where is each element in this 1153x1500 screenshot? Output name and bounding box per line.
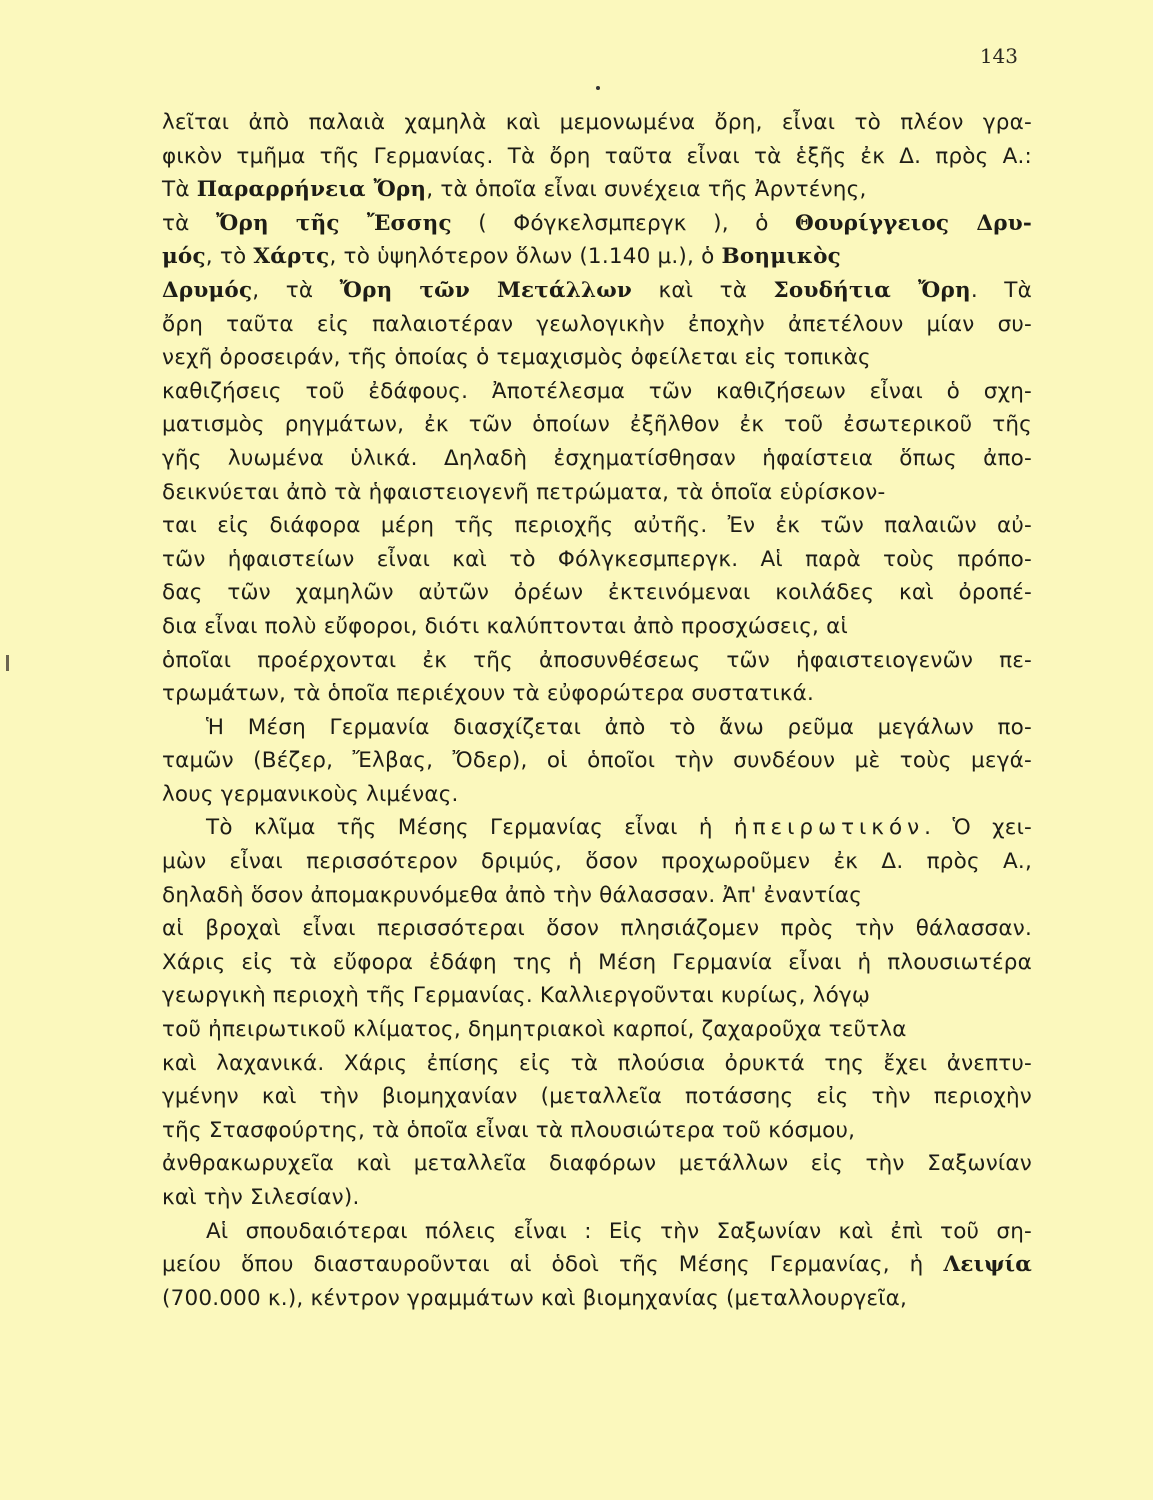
text-segment: νεχῆ ὀροσειράν, τῆς ὁποίας ὁ τεμαχισμὸς ὀφείλεται εἰς τοπικὰς xyxy=(162,345,871,371)
text-segment: ματισμὸς ρηγμάτων, ἐκ τῶν ὁποίων ἐξῆλθον ἐκ τοῦ ἐσωτερικοῦ τῆς xyxy=(162,412,1032,438)
text-line xyxy=(162,879,1032,913)
text-segment: αἱ βροχαὶ εἶναι περισσότεραι ὅσον πλησιάζομεν πρὸς τὴν θάλασσαν. xyxy=(162,916,1032,942)
text-segment: λους γερμανικοὺς λιμένας. xyxy=(162,781,459,807)
text-segment: τοῦ ἠπειρωτικοῦ κλίματος, δημητριακοὶ καρποί, ζαχαροῦχα τεῦτλα xyxy=(162,1017,907,1043)
text-segment: μείου ὅπου διασταυροῦνται αἱ ὁδοὶ τῆς Μέσης Γερμανίας, ἡ xyxy=(162,1252,944,1278)
text-line xyxy=(162,543,1032,577)
text-segment: Χάρις εἰς τὰ εὔφορα ἐδάφη της ἡ Μέση Γερμανία εἶναι ἡ πλουσιωτέρα xyxy=(162,949,1032,975)
text-segment: . Ὁ χει- xyxy=(924,815,1033,841)
bold-term: Χάρτς xyxy=(253,244,330,270)
text-segment: ( Φόγκελσμπεργκ ), ὁ xyxy=(451,210,796,236)
text-segment: δας τῶν χαμηλῶν αὐτῶν ὀρέων ἐκτεινόμεναι κοιλάδες καὶ ὀροπέ- xyxy=(162,580,1032,606)
ink-dot xyxy=(596,86,600,90)
text-segment: ὁποῖαι προέρχονται ἐκ τῆς ἀποσυνθέσεως τῶν ἡφαιστειογενῶν πε- xyxy=(162,647,1032,673)
text-line xyxy=(162,610,1032,644)
text-line xyxy=(162,811,1032,845)
body-text xyxy=(162,106,1032,1315)
bold-term: Παραρρήνεια Ὄρη xyxy=(196,177,427,203)
text-line xyxy=(162,1114,1032,1148)
text-segment: τῶν ἡφαιστείων εἶναι καὶ τὸ Φόλγκεσμπεργκ. Αἱ παρὰ τοὺς πρόπο- xyxy=(162,546,1032,572)
text-line xyxy=(162,207,1032,241)
text-line xyxy=(162,1248,1032,1282)
text-line xyxy=(162,106,1032,140)
text-segment: Ἡ Μέση Γερμανία διασχίζεται ἀπὸ τὸ ἄνω ρεῦμα μεγάλων πο- xyxy=(206,714,1032,740)
text-segment: φικὸν τμῆμα τῆς Γερμανίας. Τὰ ὄρη ταῦτα εἶναι τὰ ἑξῆς ἐκ Δ. πρὸς Α.: xyxy=(162,143,1032,169)
margin-mark xyxy=(6,655,9,671)
bold-term: μός xyxy=(162,244,206,270)
text-segment: δια εἶναι πολὺ εὔφοροι, διότι καλύπτονται ἀπὸ προσχώσεις, αἱ xyxy=(162,613,848,639)
text-line xyxy=(162,509,1032,543)
spaced-term: ἠπειρωτικόν xyxy=(733,815,925,841)
text-segment: λεῖται ἀπὸ παλαιὰ χαμηλὰ καὶ μεμονωμένα ὄρη, εἶναι τὸ πλέον γρα- xyxy=(162,110,1032,135)
text-line xyxy=(162,341,1032,375)
bold-term: Βοημικὸς xyxy=(721,244,841,270)
text-line xyxy=(162,476,1032,510)
text-line xyxy=(162,240,1032,274)
bold-term: Λειψία xyxy=(943,1252,1032,1278)
text-segment: τῆς Στασφούρτης, τὰ ὁποῖα εἶναι τὰ πλουσιώτερα τοῦ κόσμου, xyxy=(162,1117,856,1143)
text-segment: δεικνύεται ἀπὸ τὰ ἡφαιστειογενῆ πετρώματα, τὰ ὁποῖα εὑρίσκον- xyxy=(162,479,886,505)
text-segment: Τὰ xyxy=(162,177,197,203)
text-line xyxy=(162,711,1032,745)
text-segment: δηλαδὴ ὅσον ἀπομακρυνόμεθα ἀπὸ τὴν θάλασσαν. Ἀπ' ἐναντίας xyxy=(162,882,863,908)
text-line xyxy=(162,576,1032,610)
text-segment: (700.000 κ.), κέντρον γραμμάτων καὶ βιομηχανίας (μεταλλουργεῖα, xyxy=(162,1285,908,1311)
text-line xyxy=(162,644,1032,678)
text-segment: καθιζήσεις τοῦ ἐδάφους. Ἀποτέλεσμα τῶν καθιζήσεων εἶναι ὁ σχη- xyxy=(162,378,1032,404)
text-line xyxy=(162,274,1032,308)
text-line xyxy=(162,946,1032,980)
text-segment: ται εἰς διάφορα μέρη τῆς περιοχῆς αὐτῆς. Ἐν ἐκ τῶν παλαιῶν αὐ- xyxy=(162,513,1032,539)
text-segment: γῆς λυωμένα ὑλικά. Δηλαδὴ ἐσχηματίσθησαν ἡφαίστεια ὅπως ἀπο- xyxy=(162,445,1032,471)
text-segment: καὶ λαχανικά. Χάρις ἐπίσης εἰς τὰ πλούσια ὀρυκτά της ἔχει ἀνεπτυ- xyxy=(162,1050,1032,1076)
text-segment: γεωργικὴ περιοχὴ τῆς Γερμανίας. Καλλιεργοῦνται κυρίως, λόγῳ xyxy=(162,983,871,1009)
text-line xyxy=(162,845,1032,879)
text-line xyxy=(162,442,1032,476)
text-segment: ἀνθρακωρυχεῖα καὶ μεταλλεῖα διαφόρων μετάλλων εἰς τὴν Σαξωνίαν xyxy=(162,1151,1032,1177)
text-line xyxy=(162,308,1032,342)
text-segment: , τὸ xyxy=(205,244,254,270)
text-segment: , τὰ xyxy=(252,277,340,303)
text-line xyxy=(162,979,1032,1013)
text-line xyxy=(162,173,1032,207)
text-line xyxy=(162,140,1032,174)
text-segment: , τὰ ὁποῖα εἶναι συνέχεια τῆς Ἀρντένης, xyxy=(426,177,867,203)
text-segment: Τὸ κλῖμα τῆς Μέσης Γερμανίας εἶναι ἡ xyxy=(206,815,734,841)
text-line xyxy=(162,375,1032,409)
text-line xyxy=(162,1080,1032,1114)
text-segment: Αἱ σπουδαιότεραι πόλεις εἶναι : Εἰς τὴν Σαξωνίαν καὶ ἐπὶ τοῦ ση- xyxy=(206,1218,1032,1244)
bold-term: Ὄρη τῶν Μετάλλων xyxy=(339,277,633,303)
text-line xyxy=(162,912,1032,946)
text-line xyxy=(162,744,1032,778)
bold-term: Σουδήτια Ὄρη xyxy=(773,277,971,303)
text-line xyxy=(162,778,1032,812)
text-line xyxy=(162,1282,1032,1316)
text-segment: γμένην καὶ τὴν βιομηχανίαν (μεταλλεῖα ποτάσσης εἰς τὴν περιοχὴν xyxy=(162,1084,1032,1110)
text-segment: τὰ xyxy=(162,210,216,236)
text-line xyxy=(162,1013,1032,1047)
text-segment: ταμῶν (Βέζερ, Ἔλβας, Ὄδερ), οἱ ὁποῖοι τὴν συνδέουν μὲ τοὺς μεγά- xyxy=(162,748,1032,774)
text-segment: . Τὰ xyxy=(970,277,1032,303)
bold-term: Ὄρη τῆς Ἔσσης xyxy=(216,210,452,236)
bold-term: Θουρίγγειος Δρυ- xyxy=(795,210,1032,236)
text-line xyxy=(162,408,1032,442)
text-segment: , τὸ ὑψηλότερον ὅλων (1.140 μ.), ὁ xyxy=(329,244,722,270)
text-line xyxy=(162,1215,1032,1249)
text-line xyxy=(162,1147,1032,1181)
text-segment: καὶ τὰ xyxy=(632,277,774,303)
text-line xyxy=(162,1181,1032,1215)
text-segment: μὼν εἶναι περισσότερον δριμύς, ὅσον προχωροῦμεν ἐκ Δ. πρὸς Α., xyxy=(162,849,1032,875)
text-segment: καὶ τὴν Σιλεσίαν). xyxy=(162,1185,360,1210)
text-line xyxy=(162,1047,1032,1081)
text-segment: ὄρη ταῦτα εἰς παλαιοτέραν γεωλογικὴν ἐποχὴν ἀπετέλουν μίαν συ- xyxy=(162,311,1032,337)
text-segment: τρωμάτων, τὰ ὁποῖα περιέχουν τὰ εὐφορώτερα συστατικά. xyxy=(162,681,815,707)
page-number: 143 xyxy=(979,44,1018,68)
text-line xyxy=(162,677,1032,711)
bold-term: Δρυμός xyxy=(162,277,253,303)
